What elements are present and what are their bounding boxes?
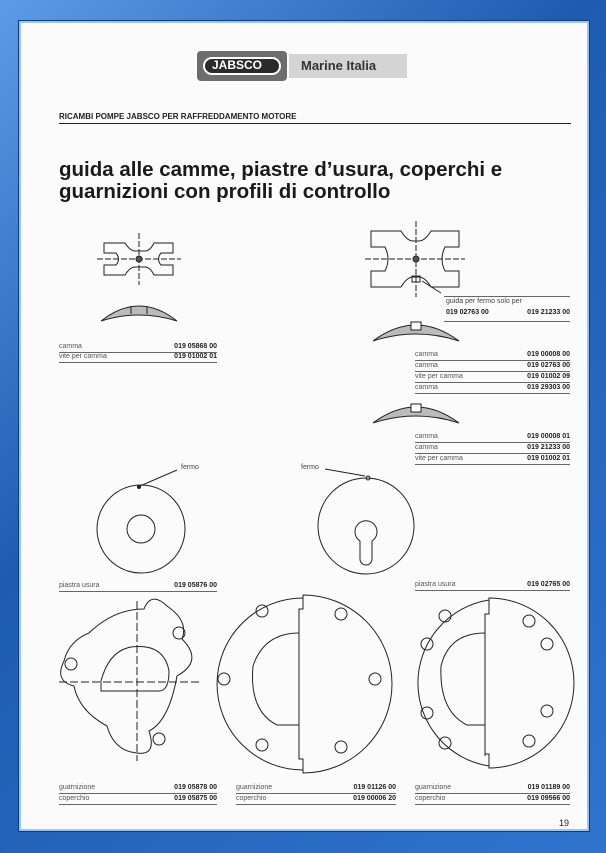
- gasket-cover-right-drawing: [418, 598, 574, 768]
- wear-plate-right-drawing: [318, 469, 414, 574]
- gasket-row: coperchio 019 05875 00: [59, 794, 217, 805]
- page-title-line-1: guida alle camme, piastre d’usura, coperchi e: [59, 158, 503, 181]
- wear-plate-left-drawing: [97, 470, 185, 573]
- section-heading: RICAMBI POMPE JABSCO PER RAFFREDDAMENTO MOTORE: [59, 112, 297, 121]
- cam-top-view-left: [97, 233, 181, 285]
- gasket-row: coperchio 019 09566 00: [415, 794, 570, 805]
- technical-drawings: [19, 21, 589, 831]
- gasket-cover-middle-drawing: [217, 595, 392, 773]
- page-title-line-2: guarnizioni con profili di controllo: [59, 180, 391, 203]
- right-cam-row: camma 019 00008 00: [415, 350, 570, 361]
- cam-side-view-right-2: [373, 404, 459, 423]
- gasket-row: guarnizione 019 01189 00: [415, 783, 570, 794]
- gasket-row: guarnizione 019 05878 00: [59, 783, 217, 794]
- guide-note: [444, 296, 570, 322]
- wear-plate-row: piastra usura 019 05876 00: [59, 581, 217, 592]
- cam-side-view-right-1: [373, 322, 459, 341]
- guide-note-code: 019 21233 00: [527, 309, 570, 316]
- right-cam-row: camma 019 02763 00: [415, 361, 570, 372]
- right-cam-row: camma 019 21233 00: [415, 443, 570, 454]
- guide-note-code: 019 02763 00: [446, 309, 489, 316]
- left-cam-row: vite per camma 019 01002 01: [59, 352, 217, 363]
- wear-plate-row: piastra usura 019 02765 00: [415, 580, 570, 591]
- gasket-row: coperchio 019 00006 20: [236, 794, 396, 805]
- page-number: 19: [559, 818, 570, 828]
- left-cam-row: camma 019 05868 00: [59, 342, 217, 353]
- right-cam-row: vite per camma 019 01002 09: [415, 372, 570, 383]
- guide-note-label: guida per fermo solo per: [446, 298, 522, 305]
- division-name: Marine Italia: [301, 58, 377, 73]
- right-cam-row: vite per camma 019 01002 01: [415, 454, 570, 465]
- fermo-label-right: fermo: [301, 464, 319, 471]
- right-cam-row: camma 019 00008 01: [415, 432, 570, 443]
- gasket-cover-left-drawing: [59, 599, 199, 761]
- fermo-label-left: fermo: [181, 464, 199, 471]
- right-cam-row: camma 019 29303 00: [415, 383, 570, 394]
- cam-top-view-right: [365, 221, 465, 297]
- cam-side-view-left: [101, 306, 177, 321]
- gasket-row: guarnizione 019 01126 00: [236, 783, 396, 794]
- catalog-page: [18, 20, 590, 832]
- brand-name: JABSCO: [212, 58, 263, 72]
